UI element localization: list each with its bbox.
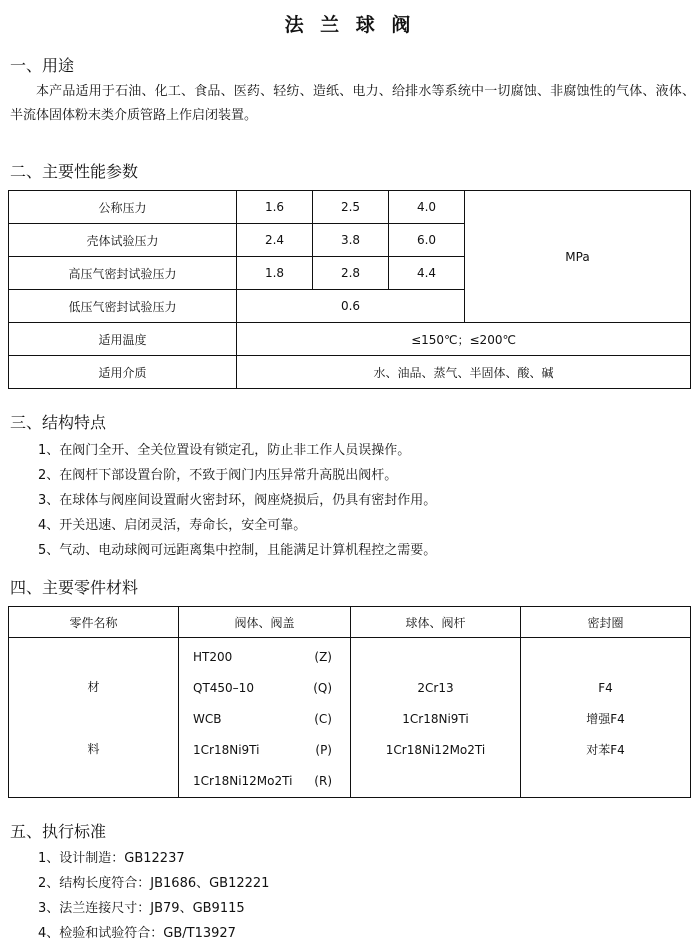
list-item <box>179 673 350 704</box>
section-heading-standards: 五、执行标准 <box>10 822 107 841</box>
list-item: 4、检验和试验符合：GB/T13927 <box>38 926 236 941</box>
list-item: 1、在阀门全开、全关位置设有锁定孔，防止非工作人员误操作。 <box>38 443 411 458</box>
table-row <box>9 356 691 389</box>
material-label-cell <box>9 638 179 798</box>
param-value: 1.8 <box>237 257 313 290</box>
param-label: 高压气密封试验压力 <box>9 257 237 290</box>
list-item <box>179 642 350 673</box>
material-code: (R) <box>314 774 332 788</box>
param-label: 适用温度 <box>9 323 237 356</box>
material-code: (Z) <box>314 650 332 664</box>
list-item <box>179 766 350 797</box>
param-value: 1.6 <box>237 191 313 224</box>
list-item: 3、法兰连接尺寸：JB79、GB9115 <box>38 901 245 916</box>
list-item: 1Cr18Ni9Ti <box>402 712 469 726</box>
material-label: 材 <box>87 679 100 694</box>
param-value: 4.4 <box>389 257 465 290</box>
material-code: (Q) <box>313 681 332 695</box>
material-name: HT200 <box>193 650 233 664</box>
param-label: 适用介质 <box>9 356 237 389</box>
param-value: 4.0 <box>389 191 465 224</box>
purpose-paragraph: 本产品适用于石油、化工、食品、医药、轻纺、造纸、电力、给排水等系统中一切腐蚀、非腐蚀性的气体、液体、半流体固体粉末类介质管路上作启闭装置。 <box>10 84 695 123</box>
list-item: 2、在阀杆下部设置台阶，不致于阀门内压异常升高脱出阀杆。 <box>38 468 398 483</box>
param-label: 公称压力 <box>9 191 237 224</box>
material-name: WCB <box>193 712 222 726</box>
param-value: 2.4 <box>237 224 313 257</box>
section-heading-materials: 四、主要零件材料 <box>10 578 139 597</box>
param-value: 3.8 <box>313 224 389 257</box>
list-item <box>179 704 350 735</box>
params-table <box>8 190 691 389</box>
standards-list <box>38 846 269 946</box>
material-code: (P) <box>315 743 332 757</box>
column-header: 阀体、阀盖 <box>179 607 351 638</box>
section-heading-params: 二、主要性能参数 <box>10 162 139 181</box>
table-row <box>9 638 691 798</box>
features-list <box>38 438 436 563</box>
seal-material-cell <box>521 638 691 798</box>
table-header-row <box>9 607 691 638</box>
list-item <box>179 735 350 766</box>
material-name: QT450–10 <box>193 681 254 695</box>
list-item: F4 <box>598 681 613 695</box>
param-value: 水、油品、蒸气、半固体、酸、碱 <box>237 356 691 389</box>
body-material-cell <box>179 638 351 798</box>
list-item: 2Cr13 <box>417 681 454 695</box>
list-item: 1Cr18Ni12Mo2Ti <box>385 743 486 757</box>
list-item: 4、开关迅速、启闭灵活，寿命长，安全可靠。 <box>38 518 307 533</box>
param-value: 2.8 <box>313 257 389 290</box>
param-value: 6.0 <box>389 224 465 257</box>
ball-material-cell <box>351 638 521 798</box>
column-header: 密封圈 <box>521 607 691 638</box>
param-label: 壳体试验压力 <box>9 224 237 257</box>
table-row <box>9 323 691 356</box>
material-name: 1Cr18Ni9Ti <box>193 743 260 757</box>
param-value: ≤150℃；≤200℃ <box>237 323 691 356</box>
param-label: 低压气密封试验压力 <box>9 290 237 323</box>
material-label: 料 <box>87 741 100 756</box>
page-title: 法 兰 球 阀 <box>284 14 416 36</box>
param-unit: MPa <box>465 191 691 323</box>
list-item: 5、气动、电动球阀可远距离集中控制，且能满足计算机程控之需要。 <box>38 543 437 558</box>
param-value: 2.5 <box>313 191 389 224</box>
column-header: 球体、阀杆 <box>351 607 521 638</box>
list-item: 3、在球体与阀座间设置耐火密封环，阀座烧损后，仍具有密封作用。 <box>38 493 437 508</box>
table-row <box>9 191 691 224</box>
material-name: 1Cr18Ni12Mo2Ti <box>193 774 293 788</box>
section-heading-features: 三、结构特点 <box>10 413 107 432</box>
list-item: 2、结构长度符合：JB1686、GB12221 <box>38 876 270 891</box>
section-heading-purpose: 一、用途 <box>10 56 75 75</box>
list-item: 1、设计制造：GB12237 <box>38 851 185 866</box>
list-item: 增强F4 <box>586 712 625 726</box>
material-code: (C) <box>314 712 332 726</box>
list-item: 对苯F4 <box>586 743 625 757</box>
param-value: 0.6 <box>237 290 465 323</box>
materials-table <box>8 606 691 798</box>
column-header: 零件名称 <box>9 607 179 638</box>
